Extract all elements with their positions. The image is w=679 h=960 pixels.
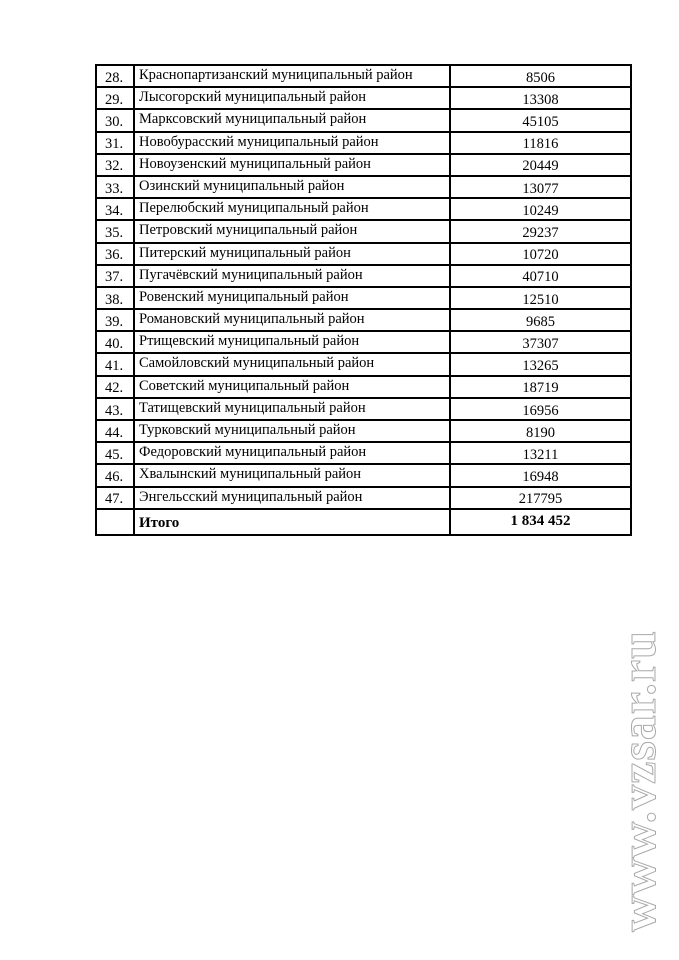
row-number: 31. (96, 132, 134, 154)
district-value: 11816 (450, 132, 631, 154)
district-value: 40710 (450, 265, 631, 287)
row-number: 45. (96, 442, 134, 464)
district-value: 18719 (450, 376, 631, 398)
table-row (96, 87, 631, 109)
district-name: Хвалынский муниципальный район (134, 464, 450, 486)
district-name: Новоузенский муниципальный район (134, 154, 450, 176)
row-number: 33. (96, 176, 134, 198)
district-value: 10249 (450, 198, 631, 220)
district-value: 8506 (450, 65, 631, 87)
row-number: 43. (96, 398, 134, 420)
district-name: Пугачёвский муниципальный район (134, 265, 450, 287)
total-label: Итого (134, 509, 450, 535)
table-row (96, 398, 631, 420)
district-value: 13265 (450, 353, 631, 375)
districts-table (95, 64, 632, 536)
district-name: Перелюбский муниципальный район (134, 198, 450, 220)
table-row (96, 243, 631, 265)
district-value: 13211 (450, 442, 631, 464)
district-value: 37307 (450, 331, 631, 353)
district-name: Марксовский муниципальный район (134, 109, 450, 131)
district-name: Лысогорский муниципальный район (134, 87, 450, 109)
district-value: 16956 (450, 398, 631, 420)
district-name: Энгельсский муниципальный район (134, 487, 450, 509)
district-value: 45105 (450, 109, 631, 131)
row-number: 38. (96, 287, 134, 309)
district-value: 13077 (450, 176, 631, 198)
district-value: 12510 (450, 287, 631, 309)
table-row (96, 487, 631, 509)
row-number: 41. (96, 353, 134, 375)
district-name: Питерский муниципальный район (134, 243, 450, 265)
district-value: 10720 (450, 243, 631, 265)
district-name: Ртищевский муниципальный район (134, 331, 450, 353)
district-value: 9685 (450, 309, 631, 331)
district-name: Романовский муниципальный район (134, 309, 450, 331)
table-body (96, 65, 631, 535)
row-number: 44. (96, 420, 134, 442)
table-row (96, 442, 631, 464)
row-number: 28. (96, 65, 134, 87)
row-number: 37. (96, 265, 134, 287)
total-row (96, 509, 631, 535)
table-row (96, 176, 631, 198)
district-name: Советский муниципальный район (134, 376, 450, 398)
table-row (96, 220, 631, 242)
watermark-text: www.vzsar.ru (610, 630, 667, 932)
district-name: Ровенский муниципальный район (134, 287, 450, 309)
total-value: 1 834 452 (450, 509, 631, 535)
table-row (96, 65, 631, 87)
table-row (96, 265, 631, 287)
row-number: 29. (96, 87, 134, 109)
row-number: 30. (96, 109, 134, 131)
district-value: 20449 (450, 154, 631, 176)
table-row (96, 154, 631, 176)
table-row (96, 132, 631, 154)
district-name: Федоровский муниципальный район (134, 442, 450, 464)
table-row (96, 198, 631, 220)
district-name: Самойловский муниципальный район (134, 353, 450, 375)
district-value: 217795 (450, 487, 631, 509)
row-number: 46. (96, 464, 134, 486)
district-value: 13308 (450, 87, 631, 109)
table-row (96, 309, 631, 331)
watermark (608, 612, 668, 950)
table-row (96, 464, 631, 486)
table-row (96, 420, 631, 442)
total-row-number (96, 509, 134, 535)
district-value: 8190 (450, 420, 631, 442)
table-row (96, 287, 631, 309)
row-number: 42. (96, 376, 134, 398)
district-name: Татищевский муниципальный район (134, 398, 450, 420)
district-name: Петровский муниципальный район (134, 220, 450, 242)
row-number: 36. (96, 243, 134, 265)
district-name: Турковский муниципальный район (134, 420, 450, 442)
table-row (96, 331, 631, 353)
table-row (96, 376, 631, 398)
row-number: 35. (96, 220, 134, 242)
row-number: 40. (96, 331, 134, 353)
district-name: Озинский муниципальный район (134, 176, 450, 198)
district-value: 16948 (450, 464, 631, 486)
district-name: Краснопартизанский муниципальный район (134, 65, 450, 87)
row-number: 39. (96, 309, 134, 331)
district-value: 29237 (450, 220, 631, 242)
row-number: 47. (96, 487, 134, 509)
district-name: Новобурасский муниципальный район (134, 132, 450, 154)
row-number: 34. (96, 198, 134, 220)
table-row (96, 109, 631, 131)
row-number: 32. (96, 154, 134, 176)
table-row (96, 353, 631, 375)
